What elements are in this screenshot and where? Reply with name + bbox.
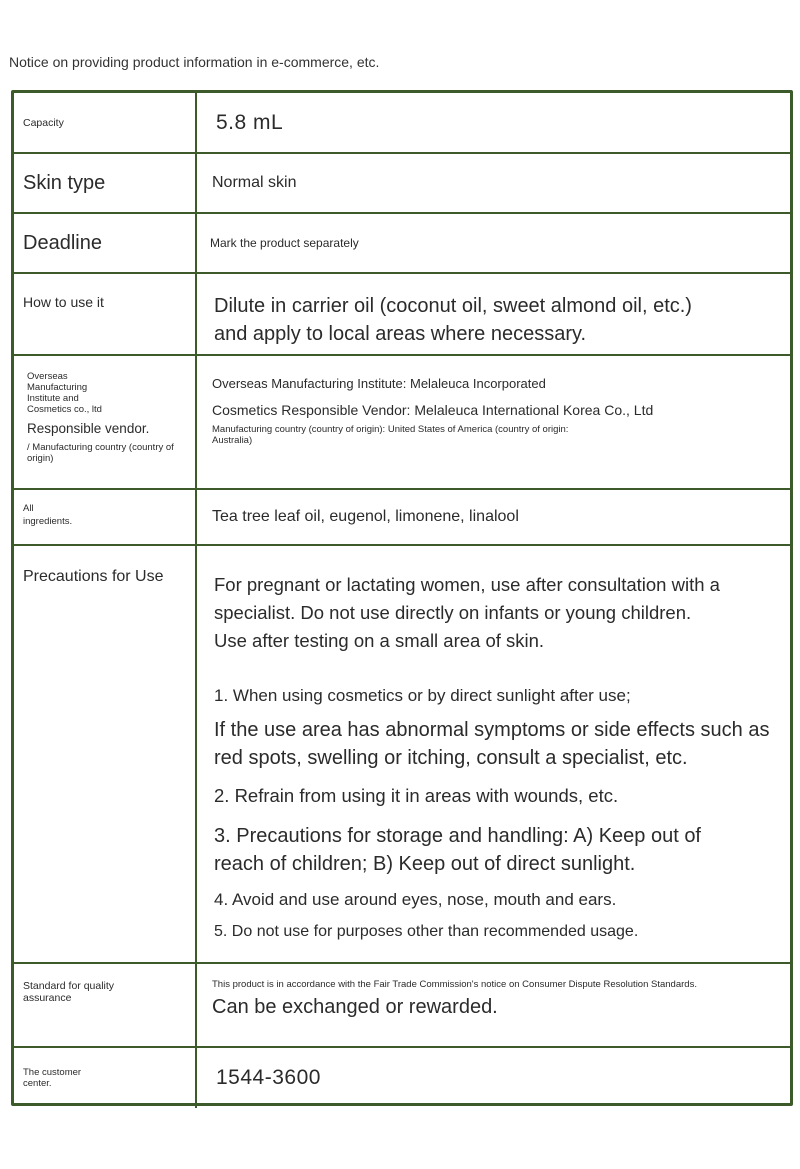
quality-value-cell [197,964,790,1048]
manufacturer-label-line1: Overseas Manufacturing Institute and Cosmetics co., ltd [27,371,102,415]
product-info-table [11,90,793,1106]
ingredients-value-cell [197,490,790,546]
skin-type-value: Normal skin [212,174,297,191]
how-to-use-value: Dilute in carrier oil (coconut oil, sweet almond oil, etc.) and apply to local areas where necessary. [214,295,692,345]
manufacturer-label-line3: / Manufacturing country (country of origin) [27,442,174,464]
precautions-value-cell [197,546,790,964]
customer-center-label: The customer center. [23,1067,82,1089]
manufacturer-value-line2: Cosmetics Responsible Vendor: Melaleuca International Korea Co., Ltd [212,402,654,418]
precautions-label: Precautions for Use [23,568,164,585]
precautions-item-2: 2. Refrain from using it in areas with wounds, etc. [214,785,619,806]
how-to-use-label-cell [14,274,197,356]
capacity-value-cell [197,93,790,154]
manufacturer-label-cell [14,356,197,490]
deadline-value: Mark the product separately [210,236,359,250]
quality-value-line1: This product is in accordance with the Fair Trade Commission's notice on Consumer Dispute Resolution Standards. [212,979,697,990]
precautions-intro: For pregnant or lactating women, use after consultation with a specialist. Do not use directly on infants or young children. Use after testing on a small area of skin. [214,574,720,651]
skin-type-value-cell [197,154,790,214]
manufacturer-label-line2: Responsible vendor. [27,421,150,436]
capacity-label: Capacity [23,116,64,129]
precautions-item-1: 1. When using cosmetics or by direct sunlight after use; [214,686,631,705]
precautions-item-3: 3. Precautions for storage and handling: A) Keep out of reach of children; B) Keep out of direct sunlight. [214,825,701,875]
precautions-item-5: 5. Do not use for purposes other than recommended usage. [214,923,639,940]
how-to-use-label: How to use it [23,294,104,310]
ingredients-label-cell [14,490,197,546]
quality-label: Standard for quality assurance [23,980,115,1004]
deadline-value-cell [197,214,790,274]
customer-center-value-cell [197,1048,790,1108]
quality-label-cell [14,964,197,1048]
how-to-use-value-cell [197,274,790,356]
manufacturer-value-line1: Overseas Manufacturing Institute: Melaleuca Incorporated [212,376,546,391]
precautions-label-cell [14,546,197,964]
capacity-label-cell [14,93,197,154]
precautions-item-4: 4. Avoid and use around eyes, nose, mouth and ears. [214,890,617,909]
customer-center-label-cell [14,1048,197,1108]
capacity-value: 5.8 mL [216,110,284,134]
skin-type-label: Skin type [23,171,106,194]
deadline-label: Deadline [23,231,102,254]
customer-center-phone: 1544-3600 [216,1066,321,1089]
quality-value-line2: Can be exchanged or rewarded. [212,996,498,1018]
skin-type-label-cell [14,154,197,214]
page-title: Notice on providing product information in e-commerce, etc. [9,54,380,70]
ingredients-label: All ingredients. [23,503,73,527]
deadline-label-cell [14,214,197,274]
manufacturer-value-line3: Manufacturing country (country of origin): United States of America (country of origin: Australia) [212,424,569,446]
manufacturer-value-cell [197,356,790,490]
ingredients-value: Tea tree leaf oil, eugenol, limonene, linalool [212,508,519,525]
precautions-item-1-detail: If the use area has abnormal symptoms or side effects such as red spots, swelling or itching, consult a specialist, etc. [214,719,770,769]
